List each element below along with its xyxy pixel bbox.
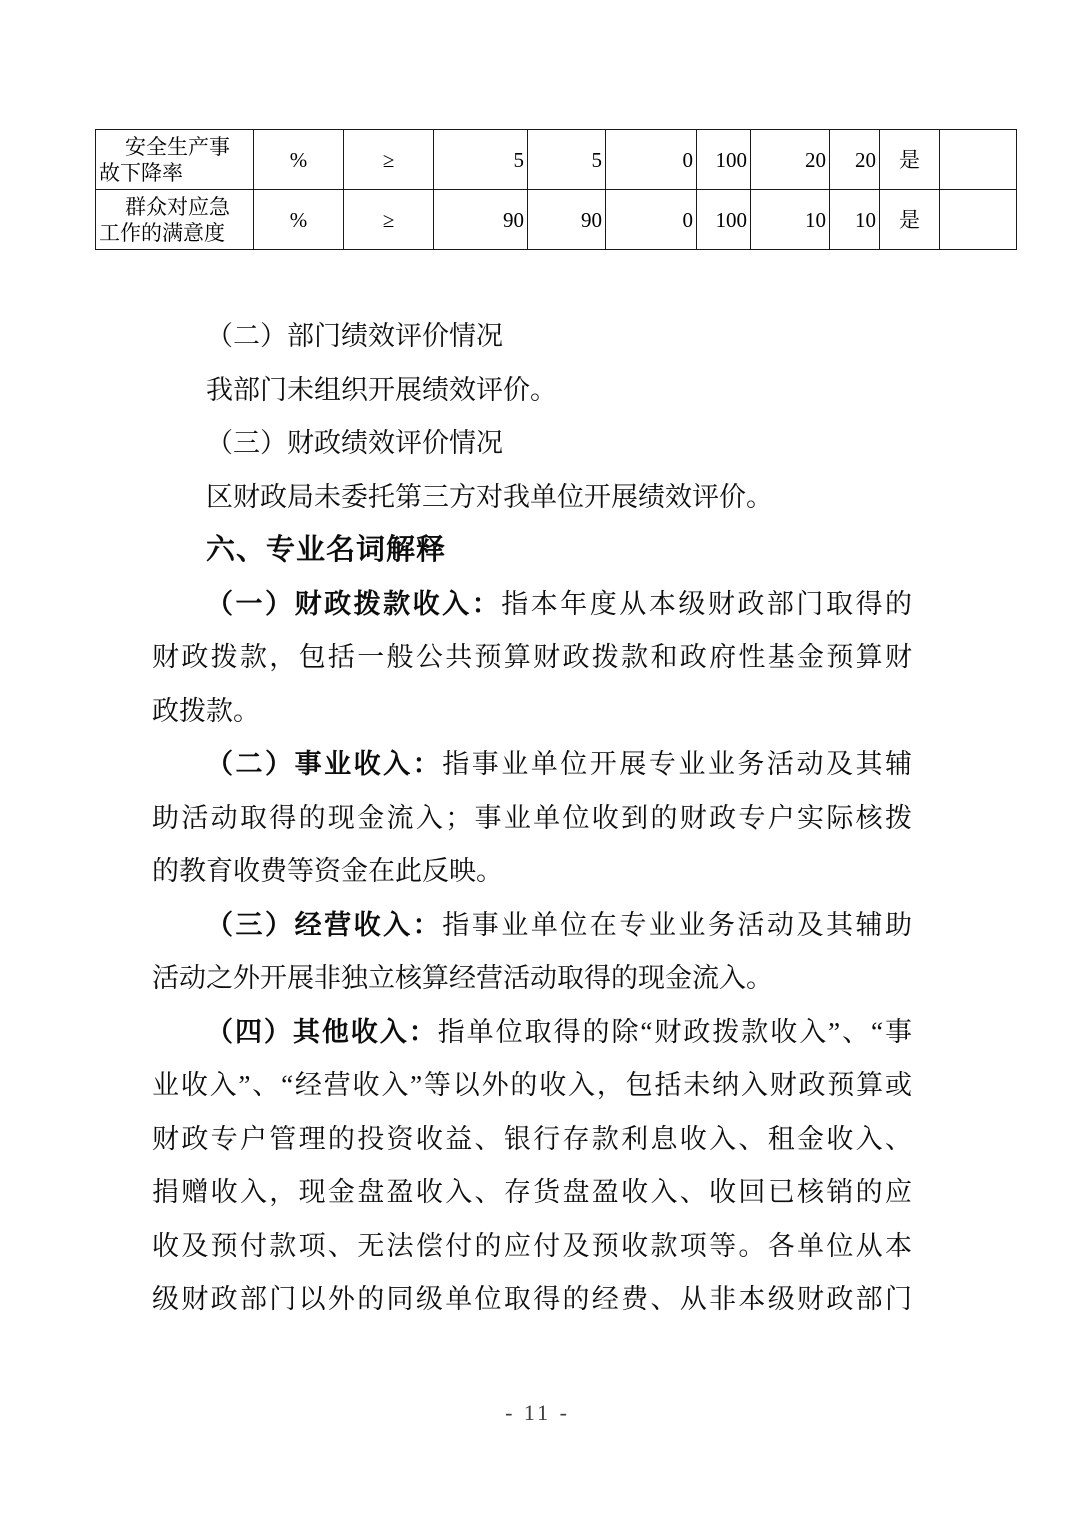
value-cell: 100 bbox=[697, 130, 751, 190]
comparator-cell: ≥ bbox=[344, 130, 434, 190]
body-line: 政拨款。 bbox=[152, 695, 260, 726]
section-heading: （三）财政绩效评价情况 bbox=[206, 428, 503, 458]
body-line: 我部门未组织开展绩效评价。 bbox=[206, 374, 557, 405]
body-line: 助活动取得的现金流入；事业单位收到的财政专户实际核拨 bbox=[152, 802, 912, 833]
indicator-name-cell: 群众对应急工作的满意度 bbox=[96, 190, 254, 250]
value-cell: 5 bbox=[528, 130, 606, 190]
value-cell: 90 bbox=[434, 190, 528, 250]
value-cell: 100 bbox=[697, 190, 751, 250]
body-line: 区财政局未委托第三方对我单位开展绩效评价。 bbox=[206, 481, 773, 512]
achieved-cell: 是 bbox=[880, 190, 940, 250]
table-row bbox=[96, 190, 1017, 250]
value-cell: 20 bbox=[751, 130, 830, 190]
body-line: 业收入”、“经营收入”等以外的收入，包括未纳入财政预算或 bbox=[152, 1070, 912, 1100]
value-cell: 0 bbox=[606, 190, 697, 250]
note-cell bbox=[940, 130, 1017, 190]
body-line: 的教育收费等资金在此反映。 bbox=[152, 856, 503, 886]
body-line: 级财政部门以外的同级单位取得的经费、从非本级财政部门 bbox=[152, 1284, 912, 1314]
body-line: 捐赠收入，现金盘盈收入、存货盘盈收入、收回已核销的应 bbox=[152, 1177, 912, 1207]
body-line: 财政拨款，包括一般公共预算财政拨款和政府性基金预算财 bbox=[152, 642, 912, 672]
value-cell: 5 bbox=[434, 130, 528, 190]
body-text bbox=[152, 310, 912, 1327]
body-line: （四）其他收入：指单位取得的除“财政拨款收入”、“事 bbox=[206, 1016, 913, 1047]
value-cell: 90 bbox=[528, 190, 606, 250]
indicator-name-cell: 安全生产事故下降率 bbox=[96, 130, 254, 190]
section-heading: （二）部门绩效评价情况 bbox=[206, 321, 503, 351]
table-row bbox=[96, 130, 1017, 190]
unit-cell: % bbox=[254, 190, 344, 250]
performance-indicator-table bbox=[95, 129, 1017, 250]
body-line: （二）事业收入：指事业单位开展专业业务活动及其辅 bbox=[206, 749, 913, 779]
value-cell: 10 bbox=[830, 190, 880, 250]
value-cell: 10 bbox=[751, 190, 830, 250]
body-line: 财政专户管理的投资收益、银行存款利息收入、租金收入、 bbox=[152, 1123, 912, 1154]
body-line: 收及预付款项、无法偿付的应付及预收款项等。各单位从本 bbox=[152, 1230, 912, 1261]
page-number: - 11 - bbox=[505, 1400, 570, 1425]
section-heading: 六、专业名词解释 bbox=[206, 534, 447, 566]
body-line: 活动之外开展非独立核算经营活动取得的现金流入。 bbox=[152, 963, 773, 993]
value-cell: 0 bbox=[606, 130, 697, 190]
note-cell bbox=[940, 190, 1017, 250]
page-footer bbox=[0, 1400, 1075, 1426]
value-cell: 20 bbox=[830, 130, 880, 190]
unit-cell: % bbox=[254, 130, 344, 190]
achieved-cell: 是 bbox=[880, 130, 940, 190]
body-line: （一）财政拨款收入：指本年度从本级财政部门取得的 bbox=[206, 588, 913, 619]
comparator-cell: ≥ bbox=[344, 190, 434, 250]
body-line: （三）经营收入：指事业单位在专业业务活动及其辅助 bbox=[206, 909, 913, 940]
